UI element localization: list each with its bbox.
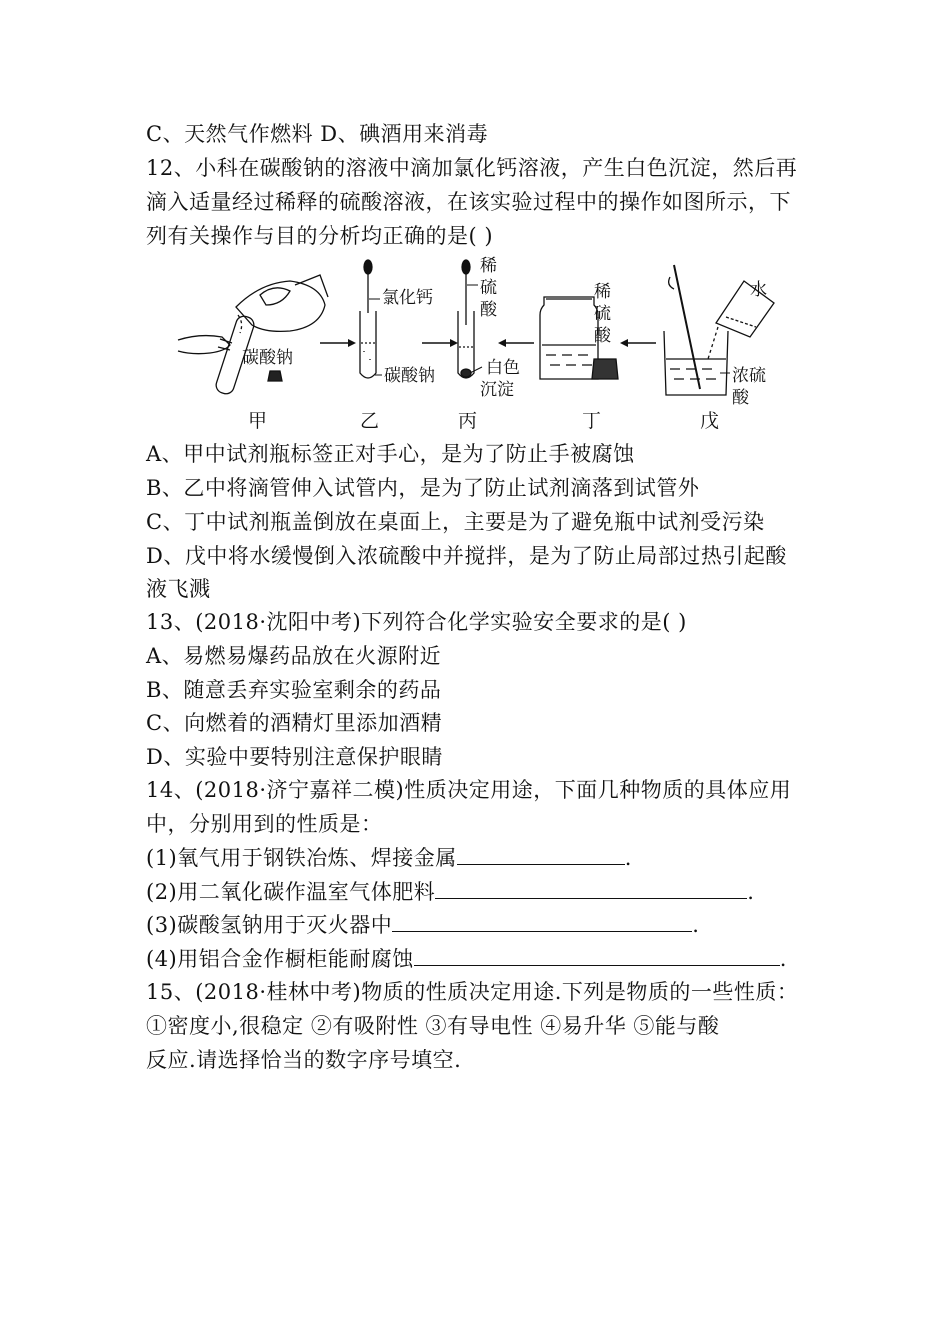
question-14-sub-1 <box>146 843 632 873</box>
question-12-option-b: B、乙中将滴管伸入试管内，是为了防止试剂滴落到试管外 <box>146 476 700 500</box>
period-2: . <box>747 880 755 904</box>
label-sodium-carbonate-yi: 碳酸钠 <box>384 366 435 386</box>
question-12-option-d-line-2: 液飞溅 <box>146 577 211 601</box>
label-dilute-sulfuric-acid-ding-1: 稀 <box>594 282 611 302</box>
figure-jia <box>178 275 328 396</box>
label-dilute-sulfuric-acid-bing-1: 稀 <box>480 256 497 276</box>
question-14-sub-2 <box>146 877 754 907</box>
question-12-option-d-line-1: D、戊中将水缓慢倒入浓硫酸中并搅拌，是为了防止局部过热引起酸 <box>146 544 787 568</box>
caption-bing: 丙 <box>458 410 478 432</box>
question-12-option-c: C、丁中试剂瓶盖倒放在桌面上，主要是为了避免瓶中试剂受污染 <box>146 510 765 534</box>
experiment-figure <box>170 255 790 435</box>
question-14-sub-2-text: (2)用二氧化碳作温室气体肥料 <box>146 880 436 904</box>
question-12-option-a: A、甲中试剂瓶标签正对手心，是为了防止手被腐蚀 <box>146 442 635 466</box>
label-calcium-chloride: 氯化钙 <box>382 288 433 308</box>
figure-yi <box>360 260 376 378</box>
caption-ding: 丁 <box>582 410 602 432</box>
period-4: . <box>779 947 787 971</box>
caption-jia: 甲 <box>248 410 268 432</box>
question-15-line-2: ①密度小,很稳定 ②有吸附性 ③有导电性 ④易升华 ⑤能与酸 <box>146 1014 720 1038</box>
question-14-line-2: 中，分别用到的性质是： <box>146 812 383 836</box>
option-line-c-d: C、天然气作燃料 D、碘酒用来消毒 <box>146 122 489 146</box>
question-12-line-1: 12、小科在碳酸钠的溶液中滴加氯化钙溶液，产生白色沉淀，然后再 <box>146 156 798 180</box>
label-sodium-carbonate-jia: 碳酸钠 <box>242 348 293 368</box>
question-13-option-a: A、易燃易爆药品放在火源附近 <box>146 644 442 668</box>
answer-blank-4[interactable] <box>414 945 780 966</box>
label-dilute-sulfuric-acid-bing-2: 硫 <box>480 278 497 298</box>
label-water: 水 <box>750 280 767 300</box>
label-white-precipitate-2: 沉淀 <box>480 380 514 400</box>
question-14-line-1: 14、(2018·济宁嘉祥二模)性质决定用途，下面几种物质的具体应用 <box>146 778 792 802</box>
question-14-sub-1-text: (1)氧气用于钢铁冶炼、焊接金属 <box>146 846 457 870</box>
label-dilute-sulfuric-acid-bing-3: 酸 <box>480 300 497 320</box>
caption-yi: 乙 <box>360 410 380 432</box>
caption-wu: 戊 <box>700 410 720 432</box>
period-3: . <box>692 913 700 937</box>
question-12-line-3: 列有关操作与目的分析均正确的是( ) <box>146 224 494 248</box>
question-13-option-c: C、向燃着的酒精灯里添加酒精 <box>146 711 443 735</box>
question-14-sub-3 <box>146 910 699 940</box>
question-13: 13、(2018·沈阳中考)下列符合化学实验安全要求的是( ) <box>146 610 687 634</box>
label-dilute-sulfuric-acid-ding-2: 硫 <box>594 304 611 324</box>
question-13-option-b: B、随意丢弃实验室剩余的药品 <box>146 678 442 702</box>
period-1: . <box>624 846 632 870</box>
question-14-sub-4-text: (4)用铝合金作橱柜能耐腐蚀 <box>146 947 414 971</box>
answer-blank-1[interactable] <box>457 844 625 865</box>
question-15-line-3: 反应.请选择恰当的数字序号填空. <box>146 1048 462 1072</box>
question-13-option-d: D、实验中要特别注意保护眼睛 <box>146 745 443 769</box>
answer-blank-2[interactable] <box>435 878 747 899</box>
question-14-sub-3-text: (3)碳酸氢钠用于灭火器中 <box>146 913 393 937</box>
answer-blank-3[interactable] <box>392 911 692 932</box>
label-concentrated-sulfuric-acid-2: 酸 <box>732 388 749 408</box>
question-14-sub-4 <box>146 944 787 974</box>
figure-bing <box>458 260 474 378</box>
question-15-line-1: 15、(2018·桂林中考)物质的性质决定用途.下列是物质的一些性质： <box>146 980 799 1004</box>
label-concentrated-sulfuric-acid-1: 浓硫 <box>732 366 766 386</box>
label-dilute-sulfuric-acid-ding-3: 酸 <box>594 326 611 346</box>
label-white-precipitate-1: 白色 <box>486 358 520 378</box>
question-12-line-2: 滴入适量经过稀释的硫酸溶液，在该实验过程中的操作如图所示，下 <box>146 190 791 214</box>
